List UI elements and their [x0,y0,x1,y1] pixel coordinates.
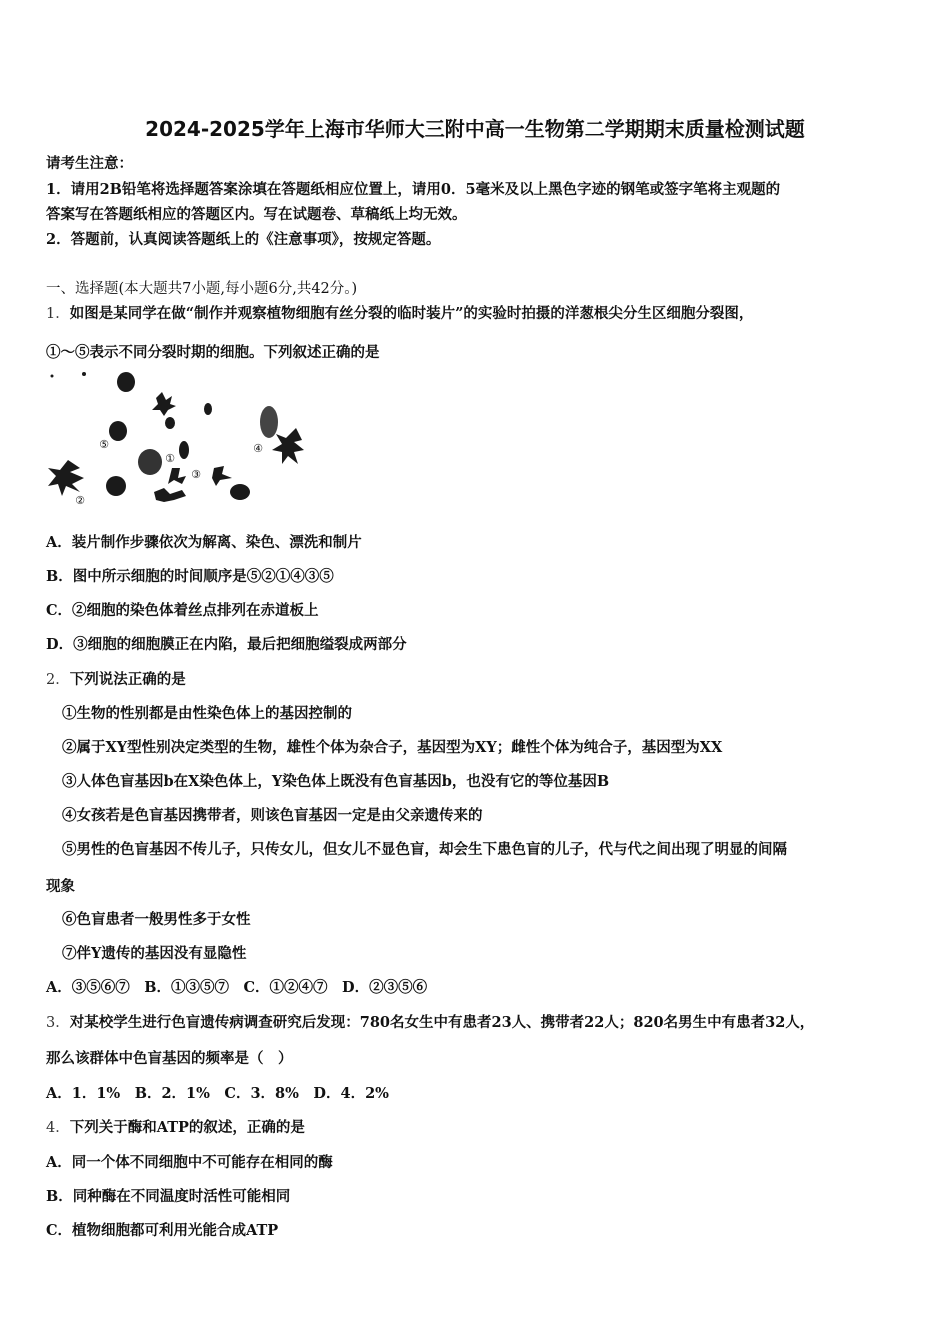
notice-heading: 请考生注意： [46,155,133,172]
question-4-text: 下列关于酶和ATP的叙述，正确的是 [69,1119,305,1136]
question-4-option-a: A．同一个体不同细胞中不可能存在相同的酶 [46,1154,333,1171]
notice-line-1-cont: 答案写在答题纸相应的答题区内。写在试题卷、草稿纸上均无效。 [46,206,467,223]
question-3-stem [46,1011,814,1032]
page-title: 2024-2025学年上海市华师大三附中高一生物第二学期期末质量检测试题 [145,117,805,141]
question-1-option-d: D．③细胞的细胞膜正在内陷，最后把细胞缢裂成两部分 [46,636,407,653]
cell-label-2: ② [75,494,85,507]
section-heading: 一、选择题(本大题共7小题,每小题6分,共42分。) [46,281,358,297]
cell-division-micrograph [46,368,326,510]
notice-line-2: 2．答题前，认真阅读答题纸上的《注意事项》，按规定答题。 [46,231,441,248]
question-2-item-4: ④女孩若是色盲基因携带者，则该色盲基因一定是由父亲遗传来的 [62,807,483,824]
question-1-option-b: B．图中所示细胞的时间顺序是⑤②①④③⑤ [46,568,334,585]
question-1-stem-cont: ①～⑤表示不同分裂时期的细胞。下列叙述正确的是 [46,344,380,361]
cell-label-3: ③ [191,468,201,481]
question-2-item-5: ⑤男性的色盲基因不传儿子，只传女儿，但女儿不显色盲，却会生下患色盲的儿子，代与代之间出现了明显的间隔 [62,841,787,858]
cell-label-4: ④ [253,442,263,455]
question-2-item-7: ⑦伴Y遗传的基因没有显隐性 [62,945,247,962]
question-3-options: A．1．1% B．2．1% C．3．8% D．4．2% [46,1085,389,1102]
question-3-text: 对某校学生进行色盲遗传病调查研究后发现：780名女生中有患者23人、携带者22人；820名男生中有患者32人， [69,1014,815,1031]
question-3-stem-cont: 那么该群体中色盲基因的频率是（ ） [46,1050,293,1067]
question-2-text: 下列说法正确的是 [69,671,186,688]
question-2-item-5-cont: 现象 [46,878,75,895]
question-2-item-6: ⑥色盲患者一般男性多于女性 [62,911,251,928]
question-1-option-c: C．②细胞的染色体着丝点排列在赤道板上 [46,602,319,619]
question-4-option-c: C．植物细胞都可利用光能合成ATP [46,1222,279,1239]
notice-line-1: 1．请用2B铅笔将选择题答案涂填在答题纸相应位置上，请用0．5毫米及以上黑色字迹的钢笔或签字笔将主观题的 [46,181,781,198]
question-4-stem [46,1116,305,1137]
question-1-text: 如图是某同学在做“制作并观察植物细胞有丝分裂的临时装片”的实验时拍摄的洋葱根尖分生区细胞分裂图， [69,305,754,322]
question-2-item-3: ③人体色盲基因b在X染色体上，Y染色体上既没有色盲基因b，也没有它的等位基因B [62,773,610,790]
question-1-stem [46,302,753,323]
question-number: 1． [46,306,70,322]
question-2-options: A．③⑤⑥⑦ B．①③⑤⑦ C．①②④⑦ D．②③⑤⑥ [46,979,428,996]
question-2-stem [46,668,186,689]
question-2-item-2: ②属于XY型性别决定类型的生物，雄性个体为杂合子，基因型为XY；雌性个体为纯合子，基因型为XX [62,739,723,756]
question-number: 2． [46,672,70,688]
question-number: 4． [46,1120,70,1136]
question-4-option-b: B．同种酶在不同温度时活性可能相同 [46,1188,291,1205]
question-1-option-a: A．装片制作步骤依次为解离、染色、漂洗和制片 [46,534,362,551]
question-2-item-1: ①生物的性别都是由性染色体上的基因控制的 [62,705,352,722]
question-number: 3． [46,1015,70,1031]
cell-label-5: ⑤ [99,438,109,451]
cell-label-1: ① [165,452,175,465]
